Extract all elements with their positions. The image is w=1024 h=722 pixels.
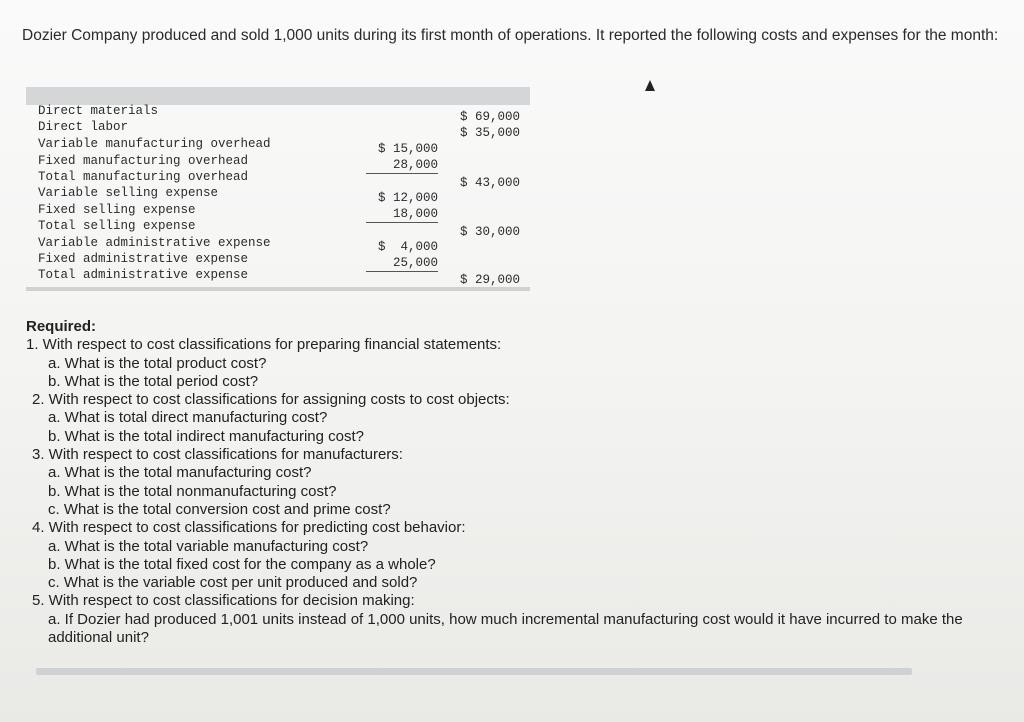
amount-direct-materials: $ 69,000 <box>459 110 520 124</box>
required-section <box>26 318 1006 647</box>
row-label-total-selling: Total selling expense <box>38 219 196 233</box>
problem-intro: Dozier Company produced and sold 1,000 units during its first month of operations. It reported the following costs and expenses for the month: <box>22 27 999 44</box>
row-label-fixed-selling: Fixed selling expense <box>38 203 196 217</box>
table-bottom-bar <box>26 287 530 291</box>
amount-variable-selling: $ 12,000 <box>377 191 438 205</box>
question-2: 2. With respect to cost classifications for assigning costs to cost objects: <box>32 391 510 409</box>
question-4b: b. What is the total fixed cost for the company as a whole? <box>48 555 436 573</box>
row-label-direct-materials: Direct materials <box>38 104 159 118</box>
question-3: 3. With respect to cost classifications for manufacturers: <box>32 446 403 464</box>
row-label-variable-mfg-overhead: Variable manufacturing overhead <box>38 137 271 151</box>
question-4c: c. What is the variable cost per unit produced and sold? <box>48 574 418 592</box>
row-label-variable-admin: Variable administrative expense <box>38 236 271 250</box>
question-3a: a. What is the total manufacturing cost? <box>48 464 312 482</box>
row-label-total-mfg-overhead: Total manufacturing overhead <box>38 170 249 184</box>
question-1a: a. What is the total product cost? <box>48 354 267 372</box>
question-3b: b. What is the total nonmanufacturing cost? <box>48 482 337 500</box>
cost-table <box>26 87 530 293</box>
amount-total-mfg-overhead: $ 43,000 <box>459 176 520 190</box>
question-4a: a. What is the total variable manufacturing cost? <box>48 537 369 555</box>
question-5: 5. With respect to cost classifications for decision making: <box>32 592 415 610</box>
amount-variable-admin: $ 4,000 <box>377 240 438 254</box>
amount-direct-labor: $ 35,000 <box>459 126 520 140</box>
row-label-total-admin: Total administrative expense <box>38 268 249 282</box>
question-2b: b. What is the total indirect manufacturing cost? <box>48 427 364 445</box>
row-label-fixed-mfg-overhead: Fixed manufacturing overhead <box>38 154 249 168</box>
mouse-cursor-icon <box>645 80 655 91</box>
question-5a: a. If Dozier had produced 1,001 units instead of 1,000 units, how much incremental manufacturing cost would it have incurred to make the additional unit? <box>48 610 963 647</box>
amount-total-admin: $ 29,000 <box>459 273 520 287</box>
question-2a: a. What is total direct manufacturing cost? <box>48 409 328 427</box>
amount-total-selling: $ 30,000 <box>459 225 520 239</box>
answer-bar <box>36 668 912 675</box>
amount-fixed-admin: 25,000 <box>366 255 438 272</box>
amount-fixed-selling: 18,000 <box>366 206 438 223</box>
row-label-fixed-admin: Fixed administrative expense <box>38 252 249 266</box>
question-1b: b. What is the total period cost? <box>48 372 259 390</box>
question-3c: c. What is the total conversion cost and prime cost? <box>48 500 391 518</box>
amount-fixed-mfg-overhead: 28,000 <box>366 157 438 174</box>
row-label-variable-selling: Variable selling expense <box>38 186 219 200</box>
row-label-direct-labor: Direct labor <box>38 120 129 134</box>
question-1: 1. With respect to cost classifications for preparing financial statements: <box>26 336 502 354</box>
question-4: 4. With respect to cost classifications for predicting cost behavior: <box>32 519 466 537</box>
required-heading: Required: <box>26 318 97 335</box>
amount-variable-mfg-overhead: $ 15,000 <box>377 142 438 156</box>
